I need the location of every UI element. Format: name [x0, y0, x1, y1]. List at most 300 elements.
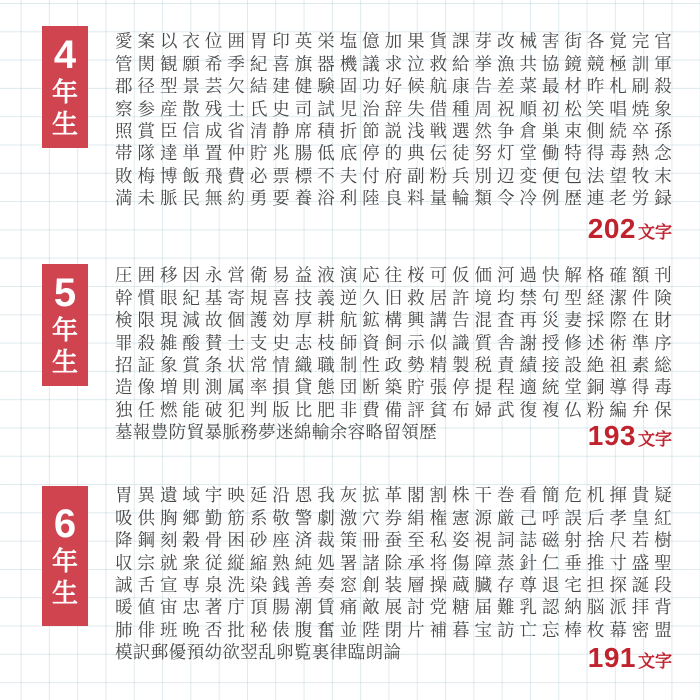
kanji-char: 喜	[272, 53, 290, 74]
grade-5-text-column	[115, 265, 672, 451]
kanji-char: 純	[294, 552, 313, 573]
kanji-char: 若	[631, 530, 650, 551]
kanji-char: 劇	[317, 507, 335, 528]
kanji-char: 比	[294, 399, 313, 420]
kanji-char: 困	[227, 530, 245, 551]
kanji-char: 判	[249, 399, 268, 420]
kanji-char: 割	[429, 485, 448, 506]
kanji-char: 耕	[317, 310, 335, 331]
kanji-char: 敬	[272, 507, 290, 528]
kanji-char: 典	[407, 143, 425, 164]
kanji-char: 積	[317, 121, 335, 141]
kanji-count-number: 202	[587, 213, 636, 245]
kanji-char: 囲	[227, 31, 245, 52]
kanji-char: 働	[541, 143, 560, 164]
kanji-char: 関	[137, 53, 155, 74]
kanji-char: 希	[204, 53, 223, 74]
kanji-char: 望	[609, 165, 627, 186]
kanji-char: 圧	[115, 265, 133, 286]
kanji-lines	[115, 31, 672, 210]
kanji-line	[115, 485, 672, 507]
kanji-char: 穴	[362, 507, 380, 528]
kanji-char: 結	[249, 76, 268, 97]
kanji-char: 桜	[407, 265, 425, 286]
kanji-char: 晩	[182, 619, 200, 640]
kanji-char: 兆	[272, 143, 290, 164]
kanji-char: 座	[272, 530, 290, 551]
kanji-char: 暖	[115, 597, 133, 618]
kanji-count-number: 193	[587, 420, 636, 451]
kanji-char: 査	[496, 310, 515, 331]
kanji-line	[115, 530, 672, 552]
kanji-char: 易	[272, 265, 290, 286]
kanji-char: 系	[249, 507, 268, 528]
kanji-char: 静	[272, 121, 290, 141]
kanji-char: 選	[452, 121, 470, 141]
kanji-char: 罪	[115, 332, 133, 353]
kanji-char: 奮	[317, 619, 335, 640]
kanji-char: 未	[137, 188, 155, 209]
kanji-char: 専	[182, 575, 200, 595]
kanji-char: 独	[115, 399, 133, 420]
kanji-char: 損	[272, 377, 290, 398]
kanji-count	[115, 213, 672, 245]
kanji-char: 障	[474, 552, 492, 573]
kanji-char: 標	[294, 165, 313, 186]
kanji-char: 季	[227, 53, 245, 74]
grade-number: 6	[53, 502, 77, 547]
kanji-char: 仁	[541, 552, 560, 573]
kanji-line	[115, 53, 672, 75]
kanji-char: 縦	[227, 552, 245, 573]
kanji-char: 暮	[452, 619, 470, 640]
kanji-char: 夫	[339, 165, 358, 186]
kanji-char: 可	[429, 265, 448, 286]
kanji-char: 革	[384, 485, 403, 506]
kanji-char: 居	[429, 287, 448, 308]
kanji-char: 略	[365, 422, 383, 443]
kanji-char: 納	[564, 597, 582, 618]
kanji-char: 願	[182, 53, 200, 74]
grade-suffix-char: 年	[51, 77, 78, 108]
kanji-char: 沿	[272, 485, 290, 506]
kanji-line	[115, 188, 672, 210]
kanji-char: 漁	[496, 53, 515, 74]
kanji-char: 蒸	[496, 552, 515, 573]
kanji-char: 統	[541, 377, 560, 398]
kanji-char: 英	[294, 31, 313, 52]
kanji-char: 印	[272, 31, 290, 52]
kanji-char: 囲	[137, 265, 155, 286]
kanji-char: 質	[474, 332, 492, 353]
kanji-char: 層	[407, 575, 425, 595]
kanji-char: 松	[564, 98, 582, 119]
kanji-char: 乳	[519, 597, 537, 618]
kanji-char: 塩	[339, 31, 358, 52]
kanji-char: 無	[204, 188, 223, 209]
kanji-char: 条	[204, 355, 223, 375]
kanji-char: 報	[132, 422, 151, 443]
kanji-char: 著	[204, 597, 223, 618]
kanji-line	[115, 597, 672, 619]
kanji-char: 率	[249, 377, 268, 398]
kanji-char: 件	[631, 287, 650, 308]
kanji-char: 輸	[311, 422, 330, 443]
kanji-line	[115, 287, 672, 309]
kanji-char: 拝	[631, 597, 650, 618]
kanji-char: 臨	[347, 642, 366, 663]
kanji-char: 産	[159, 98, 178, 119]
kanji-char: 河	[496, 265, 515, 286]
kanji-char: 券	[384, 507, 403, 528]
kanji-char: 混	[474, 310, 492, 331]
kanji-char: 眼	[159, 287, 178, 308]
kanji-char: 験	[317, 76, 335, 97]
kanji-char: 銭	[272, 575, 290, 595]
kanji-char: 巻	[496, 485, 515, 506]
kanji-char: 酸	[182, 332, 200, 353]
kanji-char: 旧	[384, 287, 403, 308]
kanji-char: 堂	[564, 377, 582, 398]
kanji-char: 修	[564, 332, 582, 353]
kanji-char: 軍	[654, 53, 672, 74]
kanji-char: 祝	[496, 98, 515, 119]
kanji-char: 臣	[159, 121, 178, 141]
kanji-char: 肥	[317, 399, 335, 420]
kanji-char: 脈	[222, 422, 240, 443]
kanji-char: 規	[249, 287, 268, 308]
kanji-char: 法	[586, 165, 605, 186]
kanji-char: 宙	[159, 597, 178, 618]
kanji-char: 復	[519, 399, 537, 420]
kanji-char: 認	[541, 597, 560, 618]
kanji-char: 戦	[429, 121, 448, 141]
kanji-line	[115, 507, 672, 529]
kanji-char: 誠	[115, 575, 133, 595]
kanji-char: 忘	[541, 619, 560, 640]
kanji-char: 例	[541, 188, 560, 209]
kanji-char: 任	[137, 399, 155, 420]
grade-4-label-box	[42, 26, 88, 148]
kanji-char: 特	[564, 143, 582, 164]
grade-6-label-box	[42, 486, 88, 626]
kanji-char: 造	[115, 377, 133, 398]
kanji-char: 官	[654, 31, 672, 52]
kanji-char: 演	[339, 265, 358, 286]
kanji-char: 張	[429, 377, 448, 398]
kanji-char: 勢	[407, 355, 425, 375]
kanji-char: 解	[564, 265, 582, 286]
kanji-char: 共	[519, 53, 537, 74]
kanji-char: 導	[609, 377, 627, 398]
kanji-char: 能	[182, 399, 200, 420]
kanji-char: 識	[452, 332, 470, 353]
kanji-char: 郡	[115, 76, 133, 97]
kanji-char: 最	[541, 76, 560, 97]
kanji-char: 量	[429, 188, 448, 209]
kanji-char: 採	[586, 310, 605, 331]
kanji-char: 争	[496, 121, 515, 141]
kanji-char: 児	[339, 98, 358, 119]
kanji-char: 置	[204, 143, 223, 164]
kanji-char: 接	[541, 355, 560, 375]
kanji-char: 康	[452, 76, 470, 97]
kanji-char: 筋	[227, 507, 245, 528]
kanji-char: 臓	[474, 575, 492, 595]
kanji-char: 検	[115, 310, 133, 331]
kanji-char: 縮	[249, 552, 268, 573]
kanji-char: 歴	[419, 422, 437, 443]
kanji-char: 看	[519, 485, 537, 506]
kanji-char: 築	[384, 377, 403, 398]
kanji-char: 議	[362, 53, 380, 74]
kanji-char: 破	[204, 399, 223, 420]
kanji-char: 討	[407, 597, 425, 618]
kanji-char: 鋼	[137, 530, 155, 551]
kanji-char: 灰	[339, 485, 358, 506]
kanji-char: 効	[272, 310, 290, 331]
kanji-char: 均	[496, 287, 515, 308]
kanji-char: 粉	[429, 165, 448, 186]
kanji-char: 朗	[365, 642, 383, 663]
kanji-char: 労	[631, 188, 650, 209]
kanji-char: 枝	[317, 332, 335, 353]
kanji-char: 救	[407, 287, 425, 308]
kanji-char: 貧	[429, 399, 448, 420]
grade-4-text-column	[115, 31, 672, 245]
kanji-char: 士	[227, 98, 245, 119]
kanji-lines	[115, 265, 672, 444]
kanji-char: 腸	[272, 597, 290, 618]
kanji-char: 寄	[227, 287, 245, 308]
kanji-char: 焼	[631, 98, 650, 119]
kanji-char: 織	[294, 355, 313, 375]
kanji-char: 愛	[115, 31, 133, 52]
kanji-char: 職	[317, 355, 335, 375]
kanji-char: 権	[429, 507, 448, 528]
kanji-char: 便	[541, 165, 560, 186]
kanji-char: 刷	[631, 76, 650, 97]
kanji-char: 付	[362, 165, 380, 186]
kanji-char: 迷	[276, 422, 294, 443]
kanji-char: 編	[609, 399, 627, 420]
grade-suffix-char: 生	[51, 578, 78, 608]
kanji-char: 胃	[249, 31, 268, 52]
kanji-char: 孫	[654, 121, 672, 141]
kanji-char: 総	[654, 355, 672, 375]
kanji-char: 厳	[496, 507, 515, 528]
kanji-char: 努	[474, 143, 492, 164]
kanji-char: 票	[272, 165, 290, 186]
kanji-char: 建	[272, 76, 290, 97]
kanji-char: 熱	[631, 143, 650, 164]
kanji-char: 然	[474, 121, 492, 141]
kanji-char: 過	[519, 265, 537, 286]
kanji-char: 径	[137, 76, 155, 97]
kanji-char: 異	[137, 485, 155, 506]
kanji-char: 辺	[496, 165, 515, 186]
kanji-char: 説	[384, 121, 403, 141]
kanji-char: 喜	[272, 287, 290, 308]
kanji-char: 格	[586, 265, 605, 286]
grade-suffix-char: 年	[51, 546, 78, 577]
kanji-lines	[115, 485, 672, 664]
kanji-char: 遺	[159, 485, 178, 506]
kanji-char: 製	[452, 355, 470, 375]
kanji-char: 候	[407, 76, 425, 97]
kanji-char: 以	[159, 31, 178, 52]
kanji-char: 節	[362, 121, 380, 141]
kanji-char: 模	[115, 642, 133, 663]
kanji-char: 済	[294, 530, 313, 551]
kanji-char: 余	[329, 422, 348, 443]
kanji-char: 続	[609, 121, 627, 141]
grade-number: 4	[53, 33, 77, 78]
kanji-char: 后	[586, 507, 605, 528]
kanji-line	[115, 76, 672, 98]
kanji-char: 札	[609, 76, 627, 97]
kanji-char: 宗	[137, 552, 155, 573]
kanji-char: 昨	[586, 76, 605, 97]
kanji-char: 婦	[474, 399, 492, 420]
kanji-char: 墓	[115, 422, 133, 443]
kanji-char: 吸	[115, 507, 133, 528]
kanji-char: 除	[384, 552, 403, 573]
kanji-char: 招	[115, 355, 133, 375]
kanji-char: 傷	[452, 552, 470, 573]
kanji-char: 挙	[474, 53, 492, 74]
kanji-char: 殺	[137, 332, 155, 353]
kanji-char: 激	[339, 507, 358, 528]
kanji-char: 応	[362, 265, 380, 286]
kanji-char: 功	[362, 76, 380, 97]
kanji-char: 器	[317, 53, 335, 74]
kanji-char: 否	[204, 619, 223, 640]
kanji-char: 値	[137, 597, 155, 618]
kanji-char: 己	[519, 507, 537, 528]
kanji-char: 束	[564, 121, 582, 141]
grade-suffix-char: 生	[51, 109, 78, 139]
kanji-char: 像	[137, 377, 155, 398]
kanji-char: 街	[564, 31, 582, 52]
kanji-char: 舎	[496, 332, 515, 353]
kanji-line	[115, 31, 672, 53]
kanji-char: 穀	[182, 530, 200, 551]
kanji-char: 隊	[137, 143, 155, 164]
kanji-char: 救	[429, 53, 448, 74]
kanji-char: 奏	[317, 575, 335, 595]
kanji-char: 暴	[204, 422, 222, 443]
kanji-char: 達	[159, 143, 178, 164]
kanji-char: 満	[115, 188, 133, 209]
kanji-char: 宣	[159, 575, 178, 595]
kanji-char: 貴	[631, 485, 650, 506]
kanji-char: 署	[339, 552, 358, 573]
kanji-char: 探	[609, 575, 627, 595]
kanji-char: 低	[317, 143, 335, 164]
kanji-char: 唱	[609, 98, 627, 119]
kanji-char: 初	[541, 98, 560, 119]
kanji-char: 敵	[362, 597, 380, 618]
kanji-char: 芸	[204, 76, 223, 97]
kanji-char: 諸	[362, 552, 380, 573]
kanji-char: 捨	[586, 530, 605, 551]
kanji-char: 糖	[452, 597, 470, 618]
kanji-char: 将	[429, 552, 448, 573]
kanji-char: 映	[227, 485, 245, 506]
kanji-char: 側	[586, 121, 605, 141]
kanji-char: 衆	[182, 552, 200, 573]
kanji-char: 恩	[294, 485, 313, 506]
kanji-char: 念	[654, 143, 672, 164]
kanji-char: 秘	[249, 619, 268, 640]
kanji-char: 情	[272, 355, 290, 375]
kanji-char: 頂	[249, 597, 268, 618]
kanji-char: 伝	[429, 143, 448, 164]
kanji-char: 往	[384, 265, 403, 286]
kanji-char: 似	[429, 332, 448, 353]
kanji-char: 氏	[249, 98, 268, 119]
kanji-line	[115, 121, 672, 143]
kanji-char: 測	[204, 377, 223, 398]
kanji-char: 誕	[631, 575, 650, 595]
kanji-char: 備	[384, 399, 403, 420]
kanji-char: 拡	[362, 485, 380, 506]
kanji-char: 属	[227, 377, 245, 398]
kanji-char: 精	[429, 355, 448, 375]
kanji-char: 陛	[362, 619, 380, 640]
kanji-char: 参	[137, 98, 155, 119]
kanji-char: 貯	[407, 377, 425, 398]
kanji-char: 尊	[519, 575, 537, 595]
kanji-char: 窓	[339, 575, 358, 595]
kanji-char: 席	[294, 121, 313, 141]
kanji-char: 良	[384, 188, 403, 209]
kanji-char: 舌	[137, 575, 155, 595]
kanji-char: 欠	[227, 76, 245, 97]
kanji-char: 包	[564, 165, 582, 186]
kanji-char: 録	[654, 188, 672, 209]
kanji-char: 芽	[474, 31, 492, 52]
kanji-char: 腸	[294, 143, 313, 164]
kanji-char: 護	[249, 310, 268, 331]
kanji-line	[115, 98, 672, 120]
kanji-char: 訳	[132, 642, 151, 663]
kanji-char: 厚	[294, 310, 313, 331]
kanji-char: 営	[227, 265, 245, 286]
kanji-char: 案	[137, 31, 155, 52]
kanji-char: 処	[317, 552, 335, 573]
kanji-char: 資	[362, 332, 380, 353]
kanji-char: 蔵	[452, 575, 470, 595]
kanji-char: 義	[317, 287, 335, 308]
kanji-char: 収	[115, 552, 133, 573]
kanji-char: 防	[168, 422, 187, 443]
kanji-char: 菜	[519, 76, 537, 97]
kanji-char: 術	[609, 332, 627, 353]
kanji-char: 夢	[258, 422, 276, 443]
kanji-char: 衛	[249, 265, 268, 286]
kanji-char: 単	[182, 143, 200, 164]
kanji-char: 疑	[654, 485, 672, 506]
kanji-char: 倉	[519, 121, 537, 141]
kanji-char: 粉	[586, 399, 605, 420]
kanji-char: 象	[159, 355, 178, 375]
kanji-char: 健	[294, 76, 313, 97]
kanji-char: 揮	[609, 485, 627, 506]
kanji-char: 犯	[227, 399, 245, 420]
kanji-char: 武	[496, 399, 515, 420]
